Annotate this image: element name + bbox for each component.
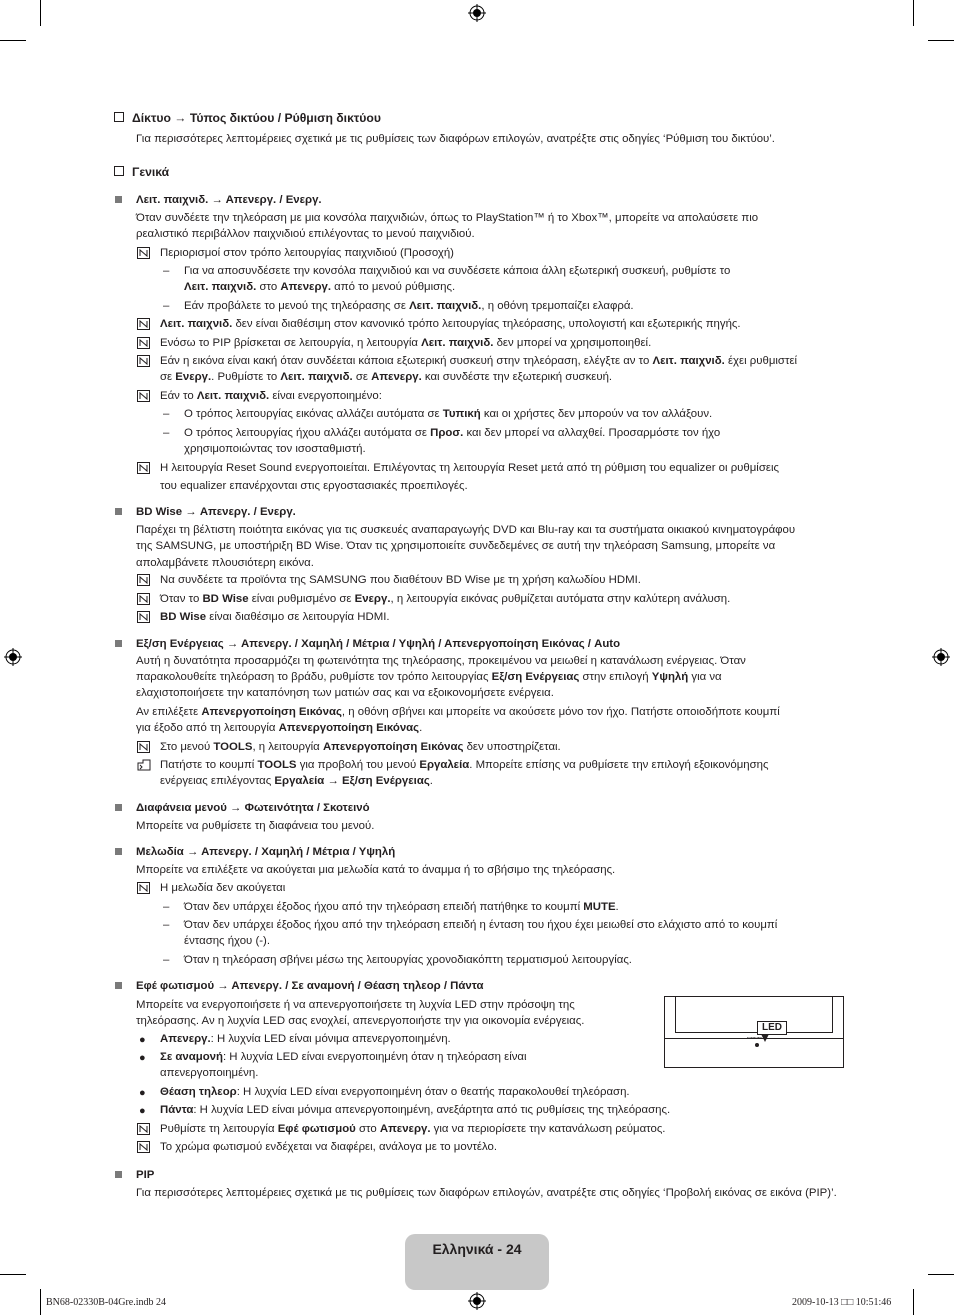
tv-screen-frame — [675, 996, 833, 1033]
game-note-3: Ενόσω το PIP βρίσκεται σε λειτουργία, η λειτουργία Λειτ. παιχνιδ. δεν μπορεί να χρησιμοποιηθεί. — [160, 337, 652, 349]
dash-marker: – — [163, 265, 170, 277]
square-bullet-icon — [115, 196, 122, 203]
energy-title: Εξ/ση Ενέργειας → Απενεργ. / Χαμηλή / Μέτρια / Υψηλή / Απενεργοποίηση Εικόνας / Auto — [136, 638, 621, 650]
pip-title: PIP — [136, 1169, 155, 1181]
game-note-4a: Εάν η εικόνα είναι κακή όταν συνδέεται κάποια εξωτερική συσκευή στην τηλεόραση, ελέγξτε αν το Λειτ. παιχνιδ. έχει ρυθμιστεί — [160, 355, 798, 367]
dash-marker: – — [163, 427, 170, 439]
energy-p3: ελαχιστοποιήσετε την καταπόνηση των ματιών σας και να εξοικονομήσετε ενέργεια. — [136, 687, 554, 699]
game-dash-3: Ο τρόπος λειτουργίας εικόνας αλλάζει αυτόματα σε Τυπική και οι χρήστες δεν μπορούν να τον αλλάξουν. — [184, 408, 713, 420]
bullet-dot: ● — [139, 1105, 146, 1117]
registration-mark-icon — [468, 1292, 486, 1310]
game-dash-4-cont: χρησιμοποιώντας τον ισοσταθμιστή. — [184, 443, 366, 455]
game-note-4b: σε Ενεργ.. Ρυθμίστε το Λειτ. παιχνιδ. σε Απενεργ. και συνδέστε την εξωτερική συσκευή. — [160, 371, 613, 383]
registration-mark-icon — [468, 4, 486, 22]
game-dash-2: Εάν προβάλετε το μενού της τηλεόρασης σε Λειτ. παιχνιδ., η οθόνη τρεμοπαίζει ελαφρά. — [184, 300, 634, 312]
energy-tools-a: Πατήστε το κουμπί TOOLS για προβολή του μενού Εργαλεία. Μπορείτε επίσης να ρυθμίσετε την επιλογή εξοικονόμησης — [160, 759, 769, 771]
game-dash-1a: Για να αποσυνδέσετε την κονσόλα παιχνιδιού και να συνδέσετε κάποια άλλη εξωτερική συσκευή, ρυθμίστε το — [184, 265, 731, 277]
bd-note-3: BD Wise είναι διαθέσιμο σε λειτουργία HDMI. — [160, 611, 390, 623]
energy-p5: για έξοδο από τη λειτουργία Απενεργοποίηση Εικόνας. — [136, 722, 423, 734]
melody-title: Μελωδία → Απενεργ. / Χαμηλή / Μέτρια / Υψηλή — [136, 846, 396, 858]
light-bullet-1: Απενεργ.: Η λυχνία LED είναι μόνιμα απενεργοποιημένη. — [160, 1033, 451, 1045]
game-note-6b: του equalizer επανέρχονται στις εργοστασιακές προεπιλογές. — [160, 480, 468, 492]
bd-note-2: Όταν το BD Wise είναι ρυθμισμένο σε Ενεργ., η λειτουργία εικόνας ρυθμίζεται αυτόματα στην καλύτερη ανάλυση. — [160, 593, 731, 605]
light-effect-title: Εφέ φωτισμού → Απενεργ. / Σε αναμονή / Θέαση τηλεορ / Πάντα — [136, 980, 484, 992]
checkbox-icon — [114, 112, 124, 122]
registration-mark-icon — [932, 648, 950, 666]
note-icon — [137, 355, 150, 367]
crop-mark — [913, 0, 914, 26]
led-callout-box — [757, 1021, 787, 1035]
tools-icon — [137, 759, 150, 771]
pip-p1: Για περισσότερες λεπτομέρειες σχετικά με τις ρυθμίσεις των διαφόρων επιλογών, ανατρέξτε στις οδηγίες ‘Προβολή εικόνας σε εικόνα (PIP)’. — [136, 1187, 837, 1199]
square-bullet-icon — [115, 640, 122, 647]
led-indicator — [755, 1043, 759, 1047]
note-icon — [137, 1123, 150, 1135]
bd-p3: απολαμβάνετε πλουσιότερη εικόνα. — [136, 557, 314, 569]
game-dash-1b: Λειτ. παιχνιδ. στο Απενεργ. από το μενού ρύθμισης. — [184, 281, 456, 293]
note-icon — [137, 741, 150, 753]
energy-note-1: Στο μενού TOOLS, η λειτουργία Απενεργοποίηση Εικόνας δεν υποστηρίζεται. — [160, 741, 561, 753]
dash-marker: – — [163, 919, 170, 931]
page-number: Ελληνικά - 24 — [432, 1241, 522, 1257]
melody-dash-2a: Όταν δεν υπάρχει έξοδος ήχου από την τηλεόραση επειδή η ένταση του ήχου έχει μειωθεί στο ελάχιστο από το κουμπί — [184, 919, 778, 931]
light-bullet-4: Πάντα: Η λυχνία LED είναι μόνιμα απενεργοποιημένη, ανεξάρτητα από τις ρυθμίσεις της τηλεόρασης. — [160, 1104, 671, 1116]
light-bullet-2: Σε αναμονή: Η λυχνία LED είναι ενεργοποιημένη όταν η τηλεόραση είναι — [160, 1051, 527, 1063]
crop-mark — [40, 0, 41, 26]
tv-led-illustration — [664, 996, 844, 1068]
print-slug-date: 2009-10-13 □□ 10:51:46 — [792, 1297, 892, 1308]
game-p1: Όταν συνδέετε την τηλεόραση με μια κονσόλα παιχνιδιών, όπως το PlayStation™ ή το Xbox™, μπορείτε να απολαύσετε πιο — [136, 212, 759, 224]
melody-note-1: Η μελωδία δεν ακούγεται — [160, 882, 286, 894]
section-heading-network: Δίκτυο → Τύπος δικτύου / Ρύθμιση δικτύου — [114, 110, 381, 126]
bullet-dot: ● — [139, 1034, 146, 1046]
note-icon — [137, 390, 150, 402]
bullet-dot: ● — [139, 1087, 146, 1099]
bd-note-1: Να συνδέετε τα προϊόντα της SAMSUNG που διαθέτουν BD Wise με τη χρήση καλωδίου HDMI. — [160, 574, 641, 586]
crop-mark — [40, 1289, 41, 1315]
dash-marker: – — [163, 901, 170, 913]
note-icon — [137, 337, 150, 349]
square-bullet-icon — [115, 1171, 122, 1178]
energy-tools-b: ενέργειας επιλέγοντας Εργαλεία → Εξ/ση Ενέργειας. — [160, 775, 433, 787]
crop-mark — [0, 40, 26, 41]
square-bullet-icon — [115, 982, 122, 989]
dash-marker: – — [163, 300, 170, 312]
game-note-5: Εάν το Λειτ. παιχνιδ. είναι ενεργοποιημένο: — [160, 390, 382, 402]
game-dash-4: Ο τρόπος λειτουργίας ήχου αλλάζει αυτόματα σε Προσ. και δεν μπορεί να αλλαχθεί. Προσαρμόστε τον ήχο — [184, 427, 721, 439]
square-bullet-icon — [115, 848, 122, 855]
crop-mark — [928, 40, 954, 41]
crop-mark — [0, 1274, 26, 1275]
note-icon — [137, 611, 150, 623]
light-p2: τηλεόρασης. Αν η λυχνία LED σας ενοχλεί, απενεργοποιήστε την για οικονομία ενέργειας. — [136, 1015, 585, 1027]
light-bullet-3: Θέαση τηλεορ: Η λυχνία LED είναι ενεργοποιημένη όταν ο θεατής παρακολουθεί τηλεόραση. — [160, 1086, 630, 1098]
energy-p1: Αυτή η δυνατότητα προσαρμόζει τη φωτεινότητα της τηλεόρασης, προκειμένου να μειωθεί η κατανάλωση ενέργειας. Όταν — [136, 655, 746, 667]
samsung-logo: SAMSUNG — [747, 1036, 763, 1040]
dash-marker: – — [163, 408, 170, 420]
square-bullet-icon — [115, 508, 122, 515]
game-mode-title: Λειτ. παιχνιδ. → Απενεργ. / Ενεργ. — [136, 194, 322, 206]
note-icon — [137, 882, 150, 894]
checkbox-icon — [114, 166, 124, 176]
section-heading-general: Γενικά — [114, 164, 169, 180]
game-note-6a: Η λειτουργία Reset Sound ενεργοποιείται. Επιλέγοντας τη λειτουργία Reset μετά από τη ρύθμιση του equalizer οι ρυθμίσεις — [160, 462, 779, 474]
registration-mark-icon — [4, 648, 22, 666]
network-text: Για περισσότερες λεπτομέρειες σχετικά με τις ρυθμίσεις των διαφόρων επιλογών, ανατρέξτε στις οδηγίες ‘Ρύθμιση του δικτύου’. — [136, 133, 775, 145]
bd-p2: της SAMSUNG, με υποστήριξη BD Wise. Όταν τις χρησιμοποιείτε συνδεδεμένες σε αυτή την τηλεόραση Samsung, μπορείτε να — [136, 540, 776, 552]
square-bullet-icon — [115, 804, 122, 811]
transparency-title: Διαφάνεια μενού → Φωτεινότητα / Σκοτεινό — [136, 802, 370, 814]
crop-mark — [928, 1274, 954, 1275]
game-note-2: Λειτ. παιχνιδ. δεν είναι διαθέσιμη στον κανονικό τρόπο λειτουργίας τηλεόρασης, υπολογιστή και εξωτερικής πηγής. — [160, 318, 741, 330]
led-label: LED — [762, 1022, 782, 1033]
game-p2: ρεαλιστικό περιβάλλον παιχνιδιού επιλέγοντας το μενού παιχνιδιού. — [136, 228, 475, 240]
melody-dash-2b: έντασης ήχου (-). — [184, 935, 270, 947]
bullet-dot: ● — [139, 1052, 146, 1064]
dash-marker: – — [163, 954, 170, 966]
light-p1: Μπορείτε να ενεργοποιήσετε ή να απενεργοποιήσετε τη λυχνία LED στην πρόσοψη της — [136, 999, 575, 1011]
crop-mark — [913, 1289, 914, 1315]
light-bullet-2-cont: απενεργοποιημένη. — [160, 1067, 259, 1079]
melody-dash-3: Όταν η τηλεόραση σβήνει μέσω της λειτουργίας χρονοδιακόπτη τερματισμού λειτουργίας. — [184, 954, 632, 966]
melody-p1: Μπορείτε να επιλέξετε να ακούγεται μια μελωδία κατά το άναμμα ή το σβήσιμο της τηλεόρασης. — [136, 864, 616, 876]
note-icon — [137, 574, 150, 586]
note-icon — [137, 462, 150, 474]
print-slug-file: BN68-02330B-04Gre.indb 24 — [46, 1297, 166, 1308]
note-icon — [137, 318, 150, 330]
note-icon — [137, 1141, 150, 1153]
light-note-1: Ρυθμίστε τη λειτουργία Εφέ φωτισμού στο Απενεργ. για να περιορίσετε την κατανάλωση ρεύματος. — [160, 1123, 666, 1135]
bd-p1: Παρέχει τη βέλτιστη ποιότητα εικόνας για τις συσκευές αναπαραγωγής DVD και Blu-ray και τα συστήματα οικιακού κινηματογράφου — [136, 524, 796, 536]
energy-p2: παρακολουθείτε τηλεόραση το βράδυ, ρυθμίστε τον τρόπο λειτουργίας Εξ/ση Ενέργειας στην επιλογή Υψηλή για να — [136, 671, 722, 683]
bd-wise-title: BD Wise → Απενεργ. / Ενεργ. — [136, 506, 296, 518]
note-icon — [137, 247, 150, 259]
game-note-1: Περιορισμοί στον τρόπο λειτουργίας παιχνιδιού (Προσοχή) — [160, 247, 454, 259]
transparency-p1: Μπορείτε να ρυθμίσετε τη διαφάνεια του μενού. — [136, 820, 375, 832]
energy-p4: Αν επιλέξετε Απενεργοποίηση Εικόνας, η οθόνη σβήνει και μπορείτε να ακούσετε μόνο τον ήχο. Πατήστε οποιοδήποτε κουμπί — [136, 706, 780, 718]
light-note-2: Το χρώμα φωτισμού ενδέχεται να διαφέρει, ανάλογα με το μοντέλο. — [160, 1141, 497, 1153]
note-icon — [137, 593, 150, 605]
melody-dash-1: Όταν δεν υπάρχει έξοδος ήχου από την τηλεόραση επειδή πατήθηκε το κουμπί MUTE. — [184, 901, 619, 913]
